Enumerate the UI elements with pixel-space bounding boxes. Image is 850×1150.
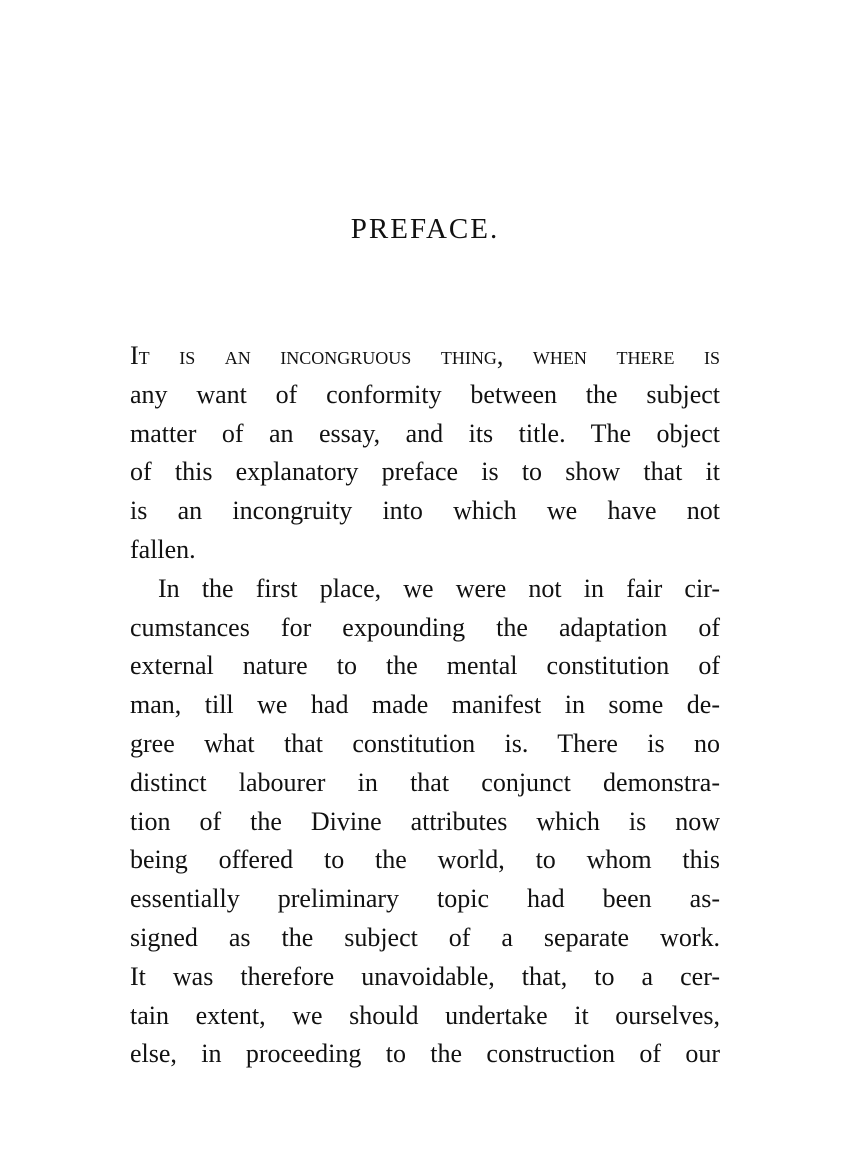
- text-line: else, in proceeding to the construction of our: [130, 1039, 720, 1069]
- text-line: being offered to the world, to whom this: [130, 845, 720, 875]
- text-line: cumstances for expounding the adaptation of: [130, 612, 720, 642]
- text-line: gree what that constitution is. There is no: [130, 728, 720, 758]
- text-line: of this explanatory preface is to show that it: [130, 457, 720, 487]
- text-line: [130, 337, 720, 376]
- text-line: In the first place, we were not in fair cir-: [158, 573, 720, 603]
- text-line: fallen.: [130, 534, 196, 564]
- text-line: tion of the Divine attributes which is now: [130, 806, 720, 836]
- text-line: tain extent, we should undertake it ourselves,: [130, 1000, 720, 1030]
- paragraph-2: [130, 570, 720, 1074]
- text-line: any want of conformity between the subject: [130, 379, 720, 409]
- text-line: matter of an essay, and its title. The object: [130, 418, 720, 448]
- text-line: It was therefore unavoidable, that, to a cer-: [130, 961, 720, 991]
- text-line: is an incongruity into which we have not: [130, 496, 720, 526]
- text-line: distinct labourer in that conjunct demonstra-: [130, 767, 720, 797]
- text-line: external nature to the mental constitution of: [130, 651, 720, 681]
- page-title: PREFACE.: [350, 213, 500, 245]
- preface-body: [130, 337, 720, 1074]
- text-line: signed as the subject of a separate work.: [130, 922, 720, 952]
- text-line: man, till we had made manifest in some de-: [130, 690, 720, 720]
- text-line: essentially preliminary topic had been as-: [130, 884, 720, 914]
- text-line-1: It is an incongruous thing, when there is: [130, 341, 720, 370]
- paragraph-1: [130, 337, 720, 570]
